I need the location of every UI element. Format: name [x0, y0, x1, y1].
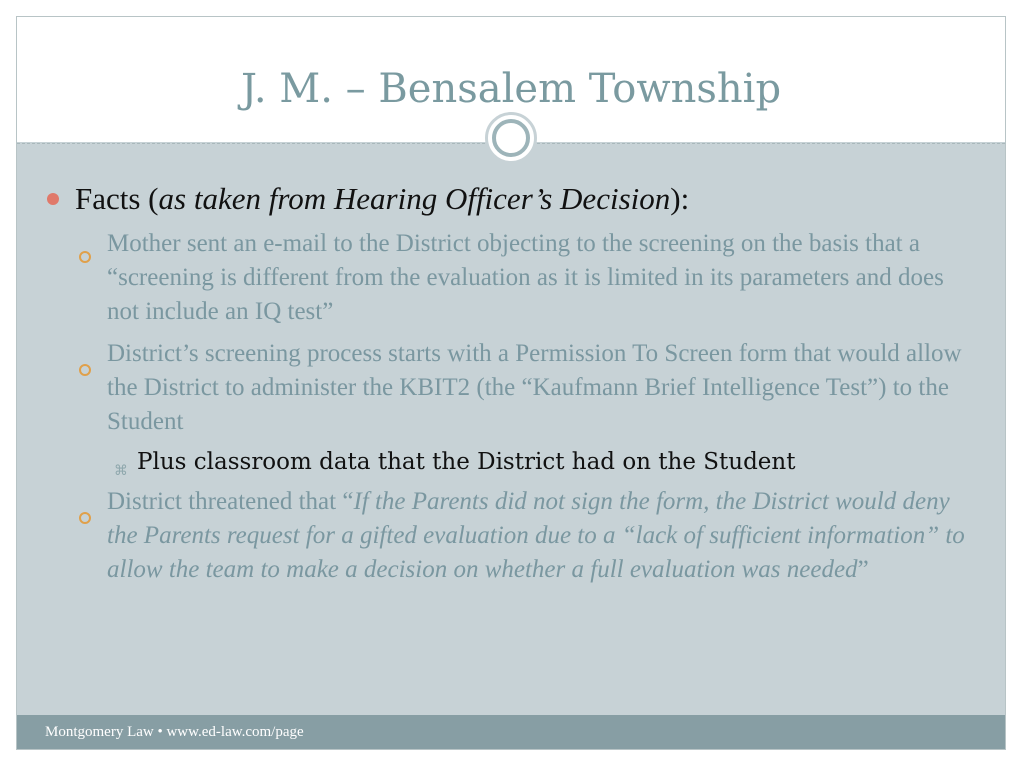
ring-bullet-icon — [79, 512, 91, 524]
footer-bar — [17, 715, 1005, 749]
bullet-district-threatened: District threatened that “If the Parents did not sign the form, the District would deny the Parents request for a gifted evaluation due to a “lack of sufficient information” to allow the team to make a decision on whether a full evaluation was needed” — [107, 488, 965, 583]
facts-heading: Facts (as taken from Hearing Officer’s Decision): — [75, 181, 690, 216]
bullet-mother-email: Mother sent an e-mail to the District objecting to the screening on the basis that a “screening is different from the evaluation as it is limited in its parameters and does not include an IQ test” — [107, 230, 944, 325]
slide — [16, 16, 1006, 750]
sub-bullet-classroom-data: Plus classroom data that the District had on the Student — [137, 449, 796, 475]
x-mark-bullet-icon: ⌘ — [114, 463, 128, 479]
ring-bullet-icon — [79, 251, 91, 263]
bullet-screening-process: District’s screening process starts with a Permission To Screen form that would allow the District to administer the KBIT2 (the “Kaufmann Brief Intelligence Test”) to the Student — [107, 340, 962, 435]
divider-circle-icon — [485, 112, 537, 164]
ring-bullet-icon — [79, 364, 91, 376]
footer-text: Montgomery Law • www.ed-law.com/page — [45, 724, 304, 740]
slide-title: J. M. – Bensalem Township — [240, 66, 782, 112]
filled-circle-bullet-icon — [47, 193, 59, 205]
